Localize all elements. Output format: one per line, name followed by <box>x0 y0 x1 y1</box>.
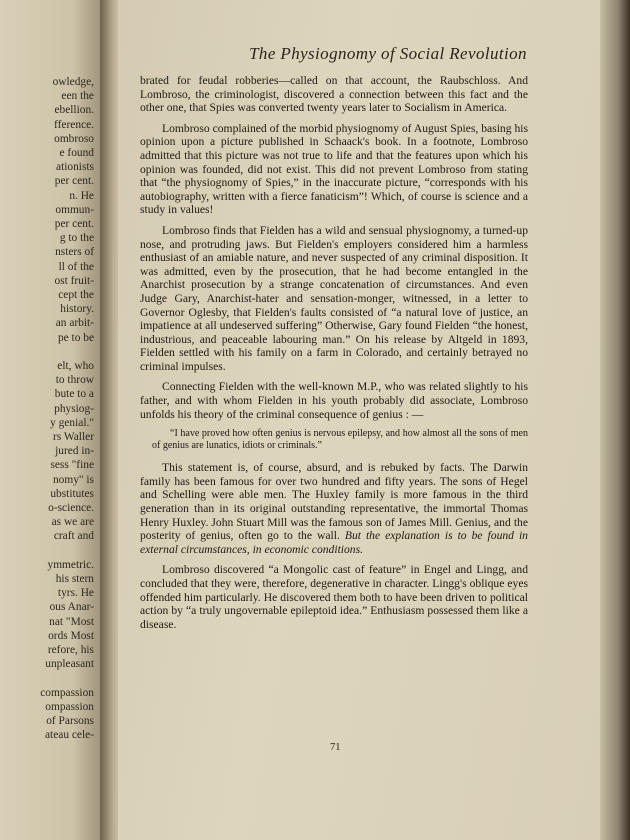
left-page-fragment: ebellion. <box>54 104 94 117</box>
left-page-fragment: nomy" is <box>52 473 94 486</box>
left-page-fragment: compassion <box>40 686 94 699</box>
left-page-fragment: g to the <box>59 232 94 245</box>
left-page-fragment: tyrs. He <box>57 587 94 600</box>
left-page-fragment: nsters of <box>55 246 94 259</box>
body-text <box>140 74 528 638</box>
left-page <box>0 0 104 840</box>
genius-quote: “I have proved how often genius is nervous epilepsy, and how almost all the sons of men of genius are lunatics, idiots or criminals.” <box>152 428 528 452</box>
left-page-fragment: his stern <box>55 573 94 585</box>
paragraph-5 <box>140 461 528 556</box>
left-page-fragment: ompassion <box>45 700 94 713</box>
paragraph-4: Connecting Fielden with the well-known M.P., who was related slightly to his father, and with whom Fielden in his youth probably did associate, Lombroso unfolds his theory of the criminal consequence of genius : — <box>140 380 528 421</box>
left-page-fragment: as we are <box>51 516 94 529</box>
left-page-fragment: cept the <box>58 289 94 301</box>
left-page-fragment: y genial." <box>50 416 94 429</box>
right-page <box>118 0 608 840</box>
left-page-fragment: ateau cele- <box>45 729 94 742</box>
left-page-fragment: an arbit- <box>55 317 94 330</box>
left-page-fragment: ubstitutes <box>50 487 94 500</box>
paragraph-6: Lombroso discovered “a Mongolic cast of feature” in Engel and Lingg, and concluded that they were, therefore, degenerative in character. Lingg's oblique eyes offended him particularly. He discovered them both to have been driven to political action by “a truly ungovernable epileptoid idea.” Enthusiasm possessed them like a disease. <box>140 563 528 631</box>
left-page-fragment: jured in- <box>55 445 94 458</box>
left-page-fragment: pe to be <box>57 331 94 344</box>
paragraph-3: Lombroso finds that Fielden has a wild and sensual physiognomy, a turned-up nose, and protruding jaws. But Fielden's employers considered him a harmless enthusiast of an amiable nature, and never suspected of any criminal disposition. It was admitted, even by the prosecution, that he had become entangled in the Anarchist prosecution by a strange concatenation of circumstances. And even Judge Gary, Anarchist-hater and sensation-monger, witnessed, in a letter to Governor Oglesby, that Fielden's faults consisted of “a natural love of justice, an impatience at all undeserved suffering” Otherwise, Gary found Fielden “the honest, industrious, and peaceable labouring man.” On his release by Altgeld in 1893, Fielden settled with his family on a farm in Colorado, and certainly betrayed no criminal impulses. <box>140 223 528 373</box>
left-page-fragment: ationists <box>56 161 94 174</box>
left-page-fragment: to throw <box>55 374 94 387</box>
left-page-fragment: ymmetric. <box>47 558 94 571</box>
left-page-fragment: bute to a <box>54 388 94 401</box>
left-page-fragment: physiog- <box>54 402 94 415</box>
left-page-fragment: ommun- <box>55 203 94 216</box>
left-page-fragment: een the <box>61 90 94 103</box>
paragraph-2: Lombroso complained of the morbid physiognomy of August Spies, basing his opinion upon a picture published in Schaack's book. In a footnote, Lombroso admitted that this picture was not true to life and that the features upon which his opinion was founded, did not exist. This did not prevent Lombroso from stating that “the physiognomy of Spies,” in the inaccurate picture, “corresponds with his autobiography, written with a fierce fanaticism”! Which, of course is science and a study in values! <box>140 121 528 217</box>
paragraph-5-italic: But the explanation is to be found in external circumstances, in economic conditions. <box>140 529 528 556</box>
left-page-fragment: sess "fine <box>50 459 94 472</box>
left-page-fragment: unpleasant <box>45 658 94 671</box>
left-page-fragment: n. He <box>69 189 94 202</box>
left-page-fragment: ous Anar- <box>49 601 94 614</box>
paragraph-5-text: This statement is, of course, absurd, and is rebuked by facts. The Darwin family has been famous for over two hundred and fifty years. The sons of Hegel and Schelling were able men. The Huxley family is more famous in the third generation than in its original outstanding representative, the immortal Thomas Henry Huxley. John Stuart Mill was the famous son of James Mill. Genius, and the posterity of genius, often go to the wall. <box>140 461 528 543</box>
left-page-fragment: o-science. <box>48 502 94 514</box>
left-page-fragment: elt, who <box>57 360 94 372</box>
page-number: 71 <box>330 742 341 753</box>
left-page-fragment: e found <box>59 147 94 159</box>
left-page-fragment: owledge, <box>52 76 94 88</box>
left-page-fragment: of Parsons <box>46 715 94 727</box>
left-page-fragment: history. <box>60 303 94 316</box>
left-page-fragment: fference. <box>54 118 94 131</box>
left-page-fragment: nat "Most <box>49 615 94 628</box>
running-head: The Physiognomy of Social Revolution <box>249 44 527 63</box>
left-page-fragment: per cent. <box>54 218 94 230</box>
left-page-fragment: ost fruit- <box>54 274 94 287</box>
left-page-fragment: ords Most <box>48 629 94 642</box>
paragraph-1: brated for feudal robberies—called on that account, the Raubschloss. And Lombroso, the criminologist, discovered a connection between this fact and the other one, that Spies was converted twenty years later to Socialism in America. <box>140 74 528 115</box>
left-page-fragment: craft and <box>53 530 94 543</box>
left-page-fragment: rs Waller <box>53 431 94 443</box>
left-page-fragment: ll of the <box>58 260 94 273</box>
left-page-fragment: ombroso <box>54 132 94 145</box>
left-page-fragment: refore, his <box>47 644 94 656</box>
page-edge <box>600 0 630 840</box>
left-page-fragment: per cent. <box>54 175 94 188</box>
